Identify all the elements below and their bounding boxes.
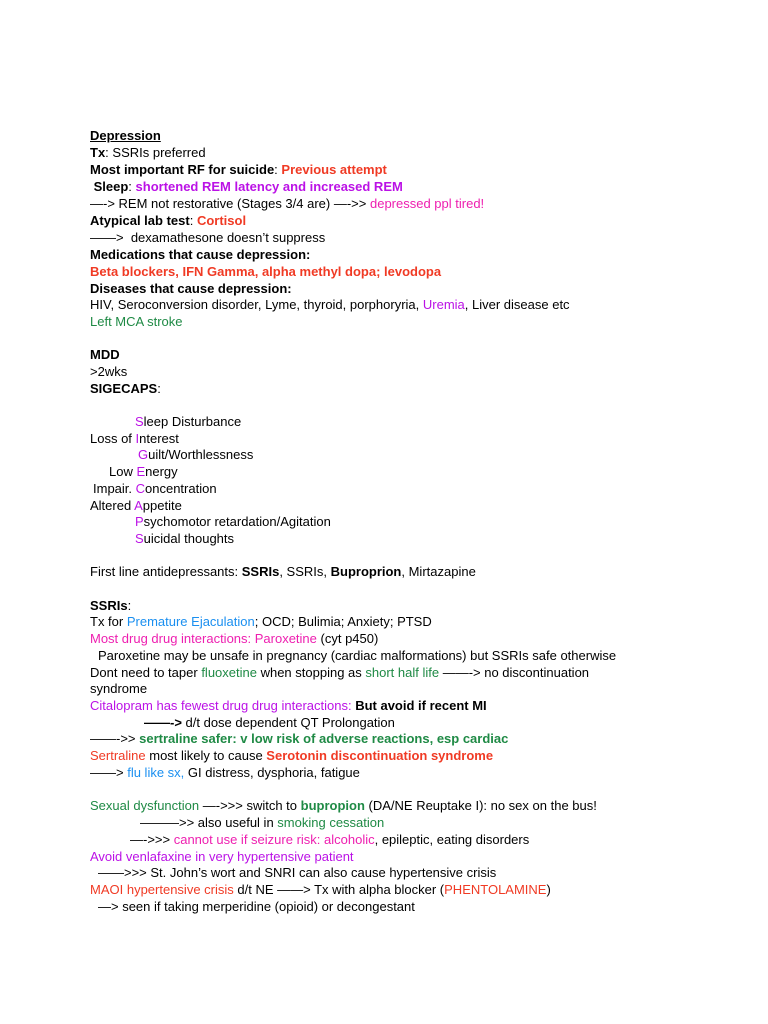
- note-text-segment: C: [135, 481, 146, 496]
- note-text-segment: G: [138, 447, 149, 462]
- note-text-segment: Citalopram has fewest drug drug interactions:: [90, 698, 356, 713]
- note-text-segment: Premature Ejaculation: [126, 614, 255, 629]
- note-text-segment: Altered: [90, 498, 135, 513]
- note-text-segment: ——>>> St. John’s wort and SNRI can also cause hypertensive crisis: [98, 865, 497, 880]
- note-text-segment: Uremia: [422, 297, 465, 312]
- note-text-segment: —-> REM not restorative (Stages 3/4 are) —->>: [90, 196, 370, 211]
- note-text-segment: nterest: [139, 431, 179, 446]
- note-line: [90, 127, 161, 144]
- note-text-segment: MAOI hypertensive crisis: [90, 882, 234, 897]
- note-text-segment: :: [274, 162, 282, 177]
- note-line: [90, 246, 310, 263]
- note-line: [90, 563, 476, 580]
- note-text-segment: Left MCA stroke: [90, 314, 183, 329]
- note-text-segment: Tx for: [90, 614, 127, 629]
- note-text-segment: uicidal thoughts: [143, 531, 235, 546]
- note-text-segment: : SSRIs preferred: [105, 145, 206, 160]
- note-line: [98, 647, 616, 664]
- note-text-segment: Buproprion: [330, 564, 402, 579]
- note-text-segment: sychomotor retardation/Agitation: [143, 514, 331, 529]
- note-line: [90, 178, 403, 195]
- note-text-segment: shortened REM latency and increased REM: [135, 179, 403, 194]
- note-text-segment: (cyt p450): [316, 631, 379, 646]
- note-text-segment: SSRIs: [90, 598, 128, 613]
- note-line: [109, 463, 178, 480]
- note-text-segment: ppetite: [142, 498, 182, 513]
- note-text-segment: , epileptic, eating disorders: [374, 832, 530, 847]
- note-text-segment: Paroxetine may be unsafe in pregnancy (cardiac malformations) but SSRIs safe otherwise: [98, 648, 617, 663]
- note-line: [90, 229, 325, 246]
- note-text-segment: P: [135, 514, 144, 529]
- note-text-segment: Depression: [90, 128, 161, 143]
- note-text-segment: MDD: [90, 347, 120, 362]
- note-line: [90, 363, 127, 380]
- note-text-segment: :: [128, 179, 136, 194]
- note-text-segment: S: [135, 531, 144, 546]
- note-text-segment: Sertraline: [90, 748, 146, 763]
- note-text-segment: >2wks: [90, 364, 128, 379]
- note-text-segment: Sleep: [90, 179, 129, 194]
- note-line: [90, 144, 206, 161]
- note-text-segment: ——->: [144, 715, 182, 730]
- note-text-segment: E: [136, 464, 146, 479]
- note-text-segment: I: [135, 431, 140, 446]
- note-text-segment: syndrome: [90, 681, 148, 696]
- note-text-segment: PHENTOLAMINE: [444, 882, 547, 897]
- note-text-segment: depressed ppl tired!: [369, 196, 485, 211]
- note-text-segment: Most important RF for suicide: [90, 162, 275, 177]
- note-text-segment: Sexual dysfunction: [90, 798, 200, 813]
- note-line: [140, 814, 384, 831]
- note-text-segment: HIV, Seroconversion disorder, Lyme, thyroid, porphoryria,: [90, 297, 423, 312]
- note-line: [90, 730, 508, 747]
- note-text-segment: S: [135, 414, 144, 429]
- note-text-segment: Avoid venlafaxine in very hypertensive patient: [90, 849, 354, 864]
- note-line: [90, 848, 354, 865]
- note-text-segment: d/t NE ——> Tx with alpha blocker (: [233, 882, 445, 897]
- note-text-segment: —->>> switch to: [199, 798, 301, 813]
- note-text-segment: But avoid if recent MI: [355, 698, 487, 713]
- note-text-segment: ; OCD; Bulimia; Anxiety; PTSD: [254, 614, 432, 629]
- note-line: [144, 714, 395, 731]
- note-text-segment: Low: [109, 464, 137, 479]
- note-text-segment: Loss of: [90, 431, 136, 446]
- note-text-segment: leep Disturbance: [143, 414, 242, 429]
- note-text-segment: , Liver disease etc: [464, 297, 570, 312]
- note-line: [90, 697, 487, 714]
- note-text-segment: ———>> also useful in: [140, 815, 278, 830]
- note-line: [90, 680, 147, 697]
- note-text-segment: :: [189, 213, 197, 228]
- note-text-segment: d/t dose dependent QT Prolongation: [181, 715, 395, 730]
- note-line: [90, 313, 182, 330]
- note-line: [93, 480, 217, 497]
- note-text-segment: —->>>: [130, 832, 174, 847]
- note-line: [90, 212, 246, 229]
- note-text-segment: bupropion: [300, 798, 365, 813]
- note-text-segment: ): [546, 882, 551, 897]
- note-line: [90, 664, 589, 681]
- note-line: [98, 898, 415, 915]
- note-text-segment: short half life: [365, 665, 440, 680]
- note-text-segment: fluoxetine: [201, 665, 257, 680]
- note-text-segment: Impair.: [93, 481, 136, 496]
- note-line: [90, 346, 120, 363]
- note-line: [90, 797, 597, 814]
- note-text-segment: GI distress, dysphoria, fatigue: [184, 765, 360, 780]
- note-text-segment: Diseases that cause depression:: [90, 281, 292, 296]
- note-text-segment: oncentration: [145, 481, 217, 496]
- note-line: [90, 747, 493, 764]
- note-text-segment: nergy: [145, 464, 178, 479]
- note-text-segment: sertraline safer: v low risk of adverse reactions, esp cardiac: [139, 731, 509, 746]
- note-line: [130, 831, 529, 848]
- note-text-segment: cannot use if seizure risk: alcoholic: [173, 832, 375, 847]
- note-text-segment: A: [134, 498, 143, 513]
- note-text-segment: :: [127, 598, 132, 613]
- note-text-segment: Serotonin discontinuation syndrome: [266, 748, 494, 763]
- note-text-segment: when stopping as: [256, 665, 366, 680]
- note-text-segment: Tx: [90, 145, 106, 160]
- note-text-segment: :: [157, 381, 161, 396]
- note-line: [90, 161, 387, 178]
- note-line: [90, 296, 570, 313]
- note-text-segment: ——> dexamathesone doesn’t suppress: [90, 230, 326, 245]
- note-line: [90, 764, 360, 781]
- note-line: [90, 430, 179, 447]
- note-text-segment: , Mirtazapine: [401, 564, 476, 579]
- note-text-segment: , SSRIs,: [279, 564, 331, 579]
- note-text-segment: uilt/Worthlessness: [148, 447, 254, 462]
- note-line: [90, 630, 378, 647]
- note-text-segment: Atypical lab test: [90, 213, 190, 228]
- note-text-segment: ——->>: [90, 731, 140, 746]
- note-line: [90, 881, 551, 898]
- note-text-segment: ——-> no discontinuation: [439, 665, 590, 680]
- note-text-segment: First line antidepressants:: [90, 564, 242, 579]
- note-line: [135, 413, 241, 430]
- note-line: [90, 497, 182, 514]
- note-text-segment: smoking cessation: [277, 815, 385, 830]
- note-text-segment: flu like sx,: [127, 765, 185, 780]
- note-line: [90, 613, 432, 630]
- note-text-segment: (DA/NE Reuptake I): no sex on the bus!: [364, 798, 597, 813]
- note-text-segment: SIGECAPS: [90, 381, 158, 396]
- note-text-segment: most likely to cause: [145, 748, 267, 763]
- note-line: [90, 380, 161, 397]
- note-line: [135, 513, 331, 530]
- note-line: [138, 446, 253, 463]
- note-text-segment: Most drug drug interactions: Paroxetine: [90, 631, 317, 646]
- note-text-segment: ——>: [90, 765, 128, 780]
- note-text-segment: Beta blockers, IFN Gamma, alpha methyl dopa; levodopa: [90, 264, 442, 279]
- note-line: [98, 864, 496, 881]
- note-line: [90, 280, 292, 297]
- note-text-segment: SSRIs: [241, 564, 280, 579]
- note-line: [135, 530, 234, 547]
- note-text-segment: Medications that cause depression:: [90, 247, 311, 262]
- note-line: [90, 263, 441, 280]
- note-text-segment: Dont need to taper: [90, 665, 202, 680]
- note-line: [90, 597, 131, 614]
- note-line: [90, 195, 484, 212]
- note-text-segment: —> seen if taking merperidine (opioid) or decongestant: [98, 899, 415, 914]
- note-text-segment: Previous attempt: [281, 162, 387, 177]
- note-text-segment: Cortisol: [196, 213, 247, 228]
